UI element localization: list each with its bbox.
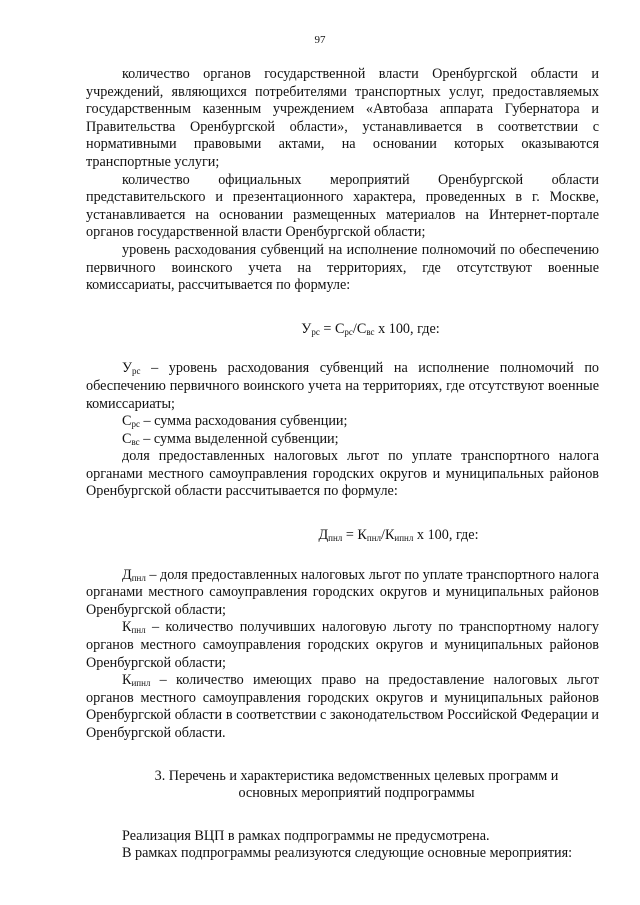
formula-symbol: Д (318, 527, 329, 544)
paragraph-government-bodies-count: количество органов государственной власти Оренбургской области и учреждений, являющихся потребителями транспортных услуг, предоставляемых государственным казенным учреждением «Автобаза аппарата Губернатора и Правительства Оренбургской области», устанавливается в соответствии с нормативными правовыми актами, на основании которых оказываются транспортные услуги; (86, 66, 599, 170)
section-heading-line-1: 3. Перечень и характеристика ведомственных целевых программ и (154, 767, 559, 784)
formula-symbol: К (384, 527, 395, 544)
definition-text: – сумма расходования субвенции; (139, 413, 348, 430)
definition-urs (86, 360, 599, 413)
definition-subscript: пнл (131, 625, 146, 636)
definition-subscript: пнл (131, 572, 146, 583)
definition-srs (86, 413, 599, 431)
definition-symbol: С (122, 430, 132, 447)
formula-tail: х 100, где: (374, 320, 440, 337)
formula-subvention-level (86, 321, 599, 339)
section-heading (86, 768, 599, 803)
paragraph-subvention-level-intro: уровень расходования субвенций на исполнение полномочий по обеспечению первичного воинского учета на территориях, где отсутствуют военные комиссариаты, рассчитывается по формуле: (86, 241, 599, 294)
definition-symbol: К (122, 672, 132, 689)
definition-kipnl (86, 672, 599, 742)
definition-subscript: рс (132, 366, 141, 377)
definition-text: – количество получивших налоговую льготу по транспортному налогу органов местного самоуправления городских округов и муниципальных районов Оренбургской области; (86, 619, 599, 671)
definition-text: – уровень расходования субвенций на исполнение полномочий по обеспечению первичного воинского учета на территориях, где отсутствуют военные комиссариаты; (86, 360, 599, 412)
definition-text: – доля предоставленных налоговых льгот по уплате транспортного налога органами местного самоуправления городских округов и муниципальных районов Оренбургской области; (86, 566, 599, 618)
paragraph-official-events-count: количество официальных мероприятий Оренбургской области представительского и презентационного характера, проведенных в г. Москве, устанавливается на основании размещенных материалов на Интернет-портале органов государственной власти Оренбургской области; (86, 171, 599, 241)
formula-subscript: рс (344, 326, 353, 337)
formula-operator: = (319, 320, 335, 337)
definition-subscript: вс (131, 436, 140, 447)
definition-symbol: Д (122, 566, 132, 583)
definition-text: – сумма выделенной субвенции; (139, 430, 339, 447)
definition-symbol: У (122, 360, 133, 377)
definition-kpnl (86, 619, 599, 672)
formula-subscript: пнл (328, 533, 343, 544)
formula-symbol: С (334, 320, 345, 337)
paragraph-tax-benefits-intro: доля предоставленных налоговых льгот по уплате транспортного налога органами местного самоуправления городских округов и муниципальных районов Оренбургской области рассчитывается по формуле: (86, 448, 599, 500)
definition-subscript: рс (131, 419, 140, 430)
formula-subscript: рс (311, 326, 320, 337)
formula-subscript: вс (366, 326, 375, 337)
formula-operator: = (342, 527, 358, 544)
formula-subscript: пнл (366, 533, 381, 544)
formula-operator: / (352, 320, 357, 337)
definition-dpnl (86, 567, 599, 620)
definition-symbol: С (122, 413, 132, 430)
document-body (86, 66, 599, 863)
paragraph-main-activities: В рамках подпрограммы реализуются следующие основные мероприятия: (122, 845, 573, 862)
formula-operator: / (381, 527, 385, 544)
definition-symbol: К (122, 619, 132, 636)
page-number: 97 (314, 34, 326, 46)
definition-subscript: ипнл (131, 678, 151, 689)
section-heading-line-2: основных мероприятий подпрограммы (238, 785, 475, 802)
definition-text: – количество имеющих право на предоставление налоговых льгот органов местного самоуправления городских округов и муниципальных районов Оренбургской области в соответствии с законодательством Российской Федерации и Оренбургской области. (86, 672, 599, 741)
formula-tax-benefits-share (86, 527, 599, 545)
formula-tail: х 100, где: (413, 527, 479, 544)
formula-subscript: ипнл (394, 533, 414, 544)
definition-svs (86, 431, 599, 449)
paragraph-vcp-not-provided: Реализация ВЦП в рамках подпрограммы не предусмотрена. (122, 827, 490, 844)
formula-symbol: С (356, 320, 367, 337)
formula-symbol: У (301, 320, 312, 337)
formula-symbol: К (357, 527, 367, 544)
